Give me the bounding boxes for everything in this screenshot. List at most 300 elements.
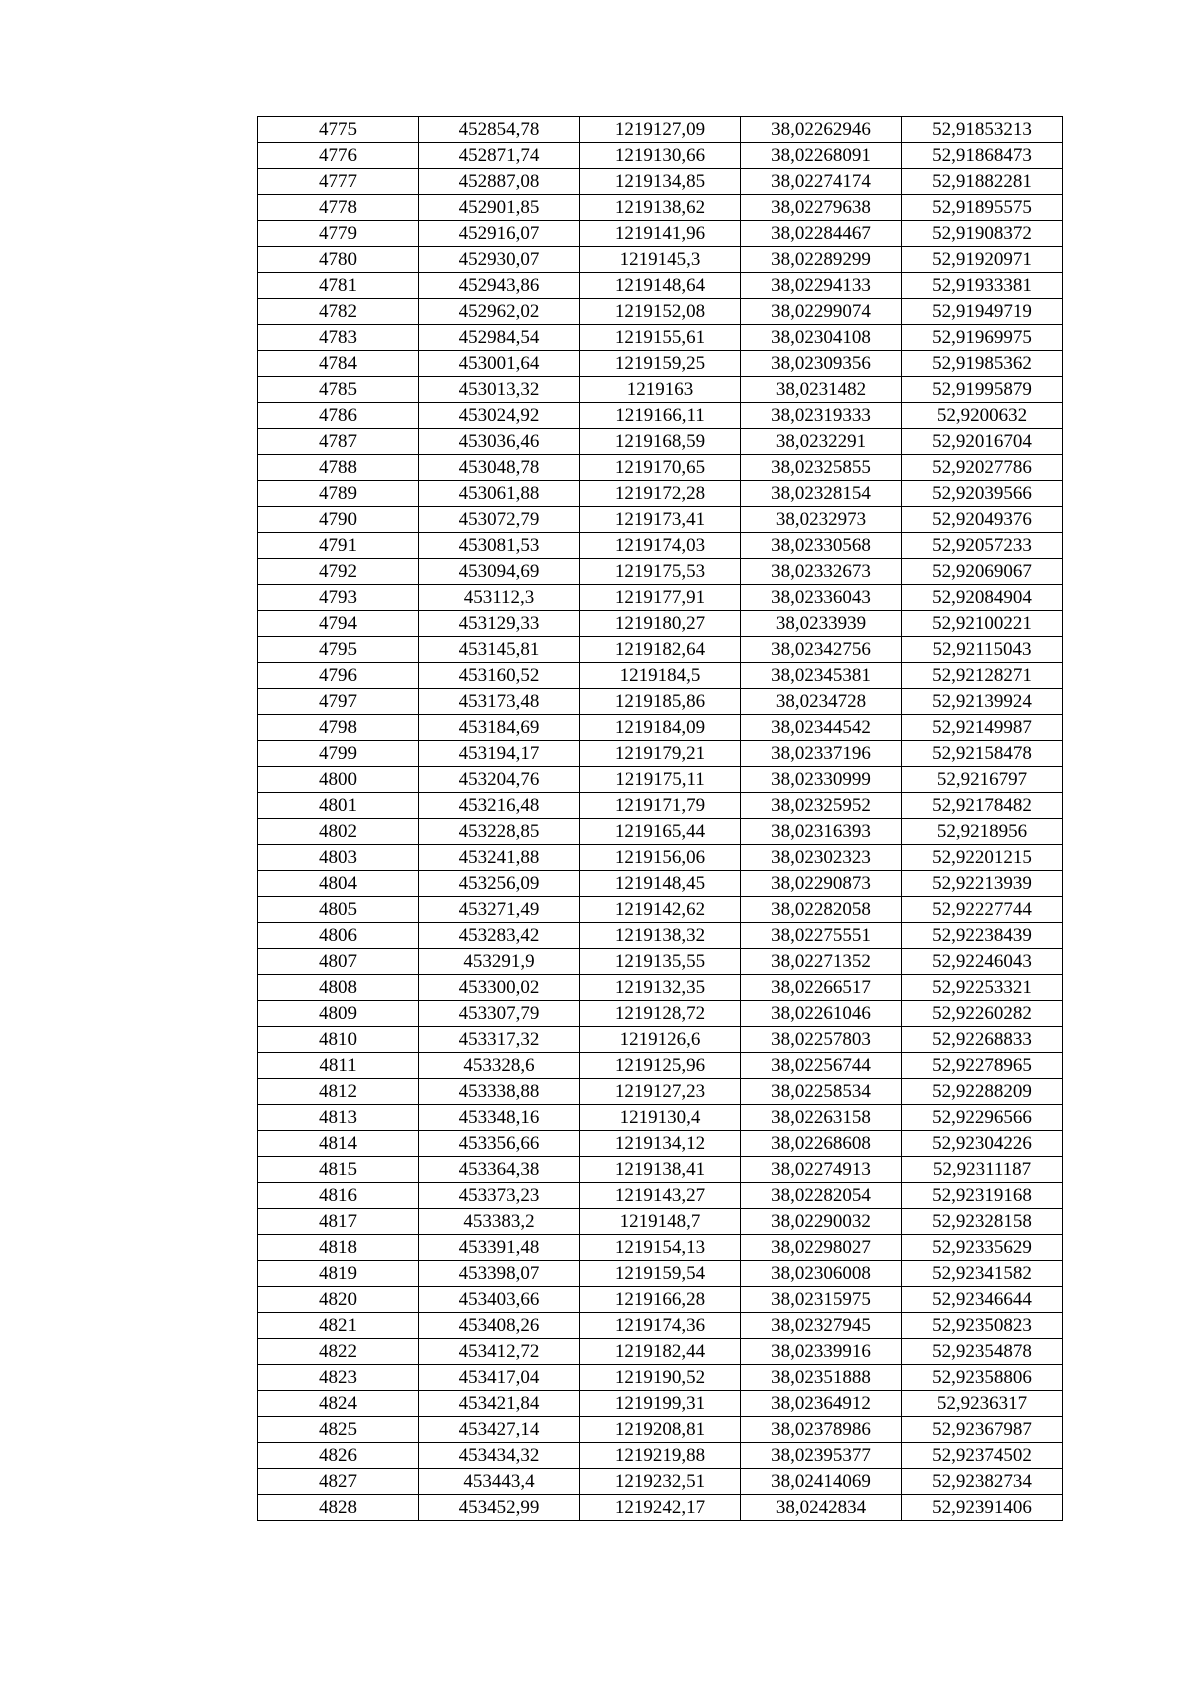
latitude-cell: 52,92253321 <box>902 975 1063 1001</box>
table-row <box>258 221 1063 247</box>
x-coordinate-cell: 453072,79 <box>419 507 580 533</box>
x-coordinate-cell: 453391,48 <box>419 1235 580 1261</box>
table-row <box>258 559 1063 585</box>
y-coordinate-cell: 1219190,52 <box>580 1365 741 1391</box>
table-row <box>258 637 1063 663</box>
latitude-cell: 52,91853213 <box>902 117 1063 143</box>
x-coordinate-cell: 453112,3 <box>419 585 580 611</box>
y-coordinate-cell: 1219132,35 <box>580 975 741 1001</box>
table-row <box>258 1001 1063 1027</box>
latitude-cell: 52,91969975 <box>902 325 1063 351</box>
x-coordinate-cell: 453443,4 <box>419 1469 580 1495</box>
latitude-cell: 52,91995879 <box>902 377 1063 403</box>
point-number-cell: 4812 <box>258 1079 419 1105</box>
latitude-cell: 52,92367987 <box>902 1417 1063 1443</box>
point-number-cell: 4819 <box>258 1261 419 1287</box>
longitude-cell: 38,02336043 <box>741 585 902 611</box>
longitude-cell: 38,02298027 <box>741 1235 902 1261</box>
x-coordinate-cell: 453291,9 <box>419 949 580 975</box>
table-row <box>258 897 1063 923</box>
longitude-cell: 38,02302323 <box>741 845 902 871</box>
longitude-cell: 38,02274174 <box>741 169 902 195</box>
point-number-cell: 4797 <box>258 689 419 715</box>
latitude-cell: 52,91882281 <box>902 169 1063 195</box>
y-coordinate-cell: 1219199,31 <box>580 1391 741 1417</box>
table-row <box>258 1469 1063 1495</box>
x-coordinate-cell: 452916,07 <box>419 221 580 247</box>
y-coordinate-cell: 1219165,44 <box>580 819 741 845</box>
x-coordinate-cell: 453452,99 <box>419 1495 580 1521</box>
y-coordinate-cell: 1219166,28 <box>580 1287 741 1313</box>
x-coordinate-cell: 453145,81 <box>419 637 580 663</box>
point-number-cell: 4824 <box>258 1391 419 1417</box>
y-coordinate-cell: 1219128,72 <box>580 1001 741 1027</box>
point-number-cell: 4775 <box>258 117 419 143</box>
longitude-cell: 38,02275551 <box>741 923 902 949</box>
latitude-cell: 52,92227744 <box>902 897 1063 923</box>
x-coordinate-cell: 453283,42 <box>419 923 580 949</box>
table-row <box>258 1209 1063 1235</box>
point-number-cell: 4785 <box>258 377 419 403</box>
latitude-cell: 52,92328158 <box>902 1209 1063 1235</box>
point-number-cell: 4795 <box>258 637 419 663</box>
latitude-cell: 52,92346644 <box>902 1287 1063 1313</box>
y-coordinate-cell: 1219155,61 <box>580 325 741 351</box>
x-coordinate-cell: 453173,48 <box>419 689 580 715</box>
y-coordinate-cell: 1219182,44 <box>580 1339 741 1365</box>
longitude-cell: 38,02289299 <box>741 247 902 273</box>
longitude-cell: 38,02294133 <box>741 273 902 299</box>
y-coordinate-cell: 1219148,64 <box>580 273 741 299</box>
longitude-cell: 38,02351888 <box>741 1365 902 1391</box>
latitude-cell: 52,9218956 <box>902 819 1063 845</box>
latitude-cell: 52,92178482 <box>902 793 1063 819</box>
longitude-cell: 38,02282058 <box>741 897 902 923</box>
x-coordinate-cell: 453194,17 <box>419 741 580 767</box>
point-number-cell: 4800 <box>258 767 419 793</box>
point-number-cell: 4818 <box>258 1235 419 1261</box>
latitude-cell: 52,92084904 <box>902 585 1063 611</box>
table-row <box>258 819 1063 845</box>
longitude-cell: 38,02279638 <box>741 195 902 221</box>
longitude-cell: 38,02290873 <box>741 871 902 897</box>
longitude-cell: 38,02325952 <box>741 793 902 819</box>
point-number-cell: 4781 <box>258 273 419 299</box>
table-row <box>258 429 1063 455</box>
x-coordinate-cell: 453398,07 <box>419 1261 580 1287</box>
longitude-cell: 38,02327945 <box>741 1313 902 1339</box>
y-coordinate-cell: 1219175,11 <box>580 767 741 793</box>
point-number-cell: 4807 <box>258 949 419 975</box>
x-coordinate-cell: 453348,16 <box>419 1105 580 1131</box>
table-row <box>258 403 1063 429</box>
point-number-cell: 4792 <box>258 559 419 585</box>
longitude-cell: 38,0233939 <box>741 611 902 637</box>
latitude-cell: 52,92149987 <box>902 715 1063 741</box>
y-coordinate-cell: 1219127,23 <box>580 1079 741 1105</box>
table-row <box>258 377 1063 403</box>
latitude-cell: 52,92350823 <box>902 1313 1063 1339</box>
point-number-cell: 4776 <box>258 143 419 169</box>
x-coordinate-cell: 453356,66 <box>419 1131 580 1157</box>
table-row <box>258 1339 1063 1365</box>
table-row <box>258 793 1063 819</box>
y-coordinate-cell: 1219174,36 <box>580 1313 741 1339</box>
table-row <box>258 689 1063 715</box>
point-number-cell: 4780 <box>258 247 419 273</box>
point-number-cell: 4801 <box>258 793 419 819</box>
latitude-cell: 52,91895575 <box>902 195 1063 221</box>
table-row <box>258 741 1063 767</box>
coordinates-table-body <box>258 117 1063 1521</box>
y-coordinate-cell: 1219180,27 <box>580 611 741 637</box>
table-row <box>258 1443 1063 1469</box>
latitude-cell: 52,92057233 <box>902 533 1063 559</box>
longitude-cell: 38,02262946 <box>741 117 902 143</box>
table-row <box>258 351 1063 377</box>
latitude-cell: 52,92246043 <box>902 949 1063 975</box>
x-coordinate-cell: 452901,85 <box>419 195 580 221</box>
y-coordinate-cell: 1219163 <box>580 377 741 403</box>
y-coordinate-cell: 1219185,86 <box>580 689 741 715</box>
point-number-cell: 4827 <box>258 1469 419 1495</box>
y-coordinate-cell: 1219208,81 <box>580 1417 741 1443</box>
longitude-cell: 38,02306008 <box>741 1261 902 1287</box>
latitude-cell: 52,92335629 <box>902 1235 1063 1261</box>
longitude-cell: 38,02304108 <box>741 325 902 351</box>
table-row <box>258 195 1063 221</box>
point-number-cell: 4822 <box>258 1339 419 1365</box>
y-coordinate-cell: 1219152,08 <box>580 299 741 325</box>
x-coordinate-cell: 453317,32 <box>419 1027 580 1053</box>
y-coordinate-cell: 1219184,5 <box>580 663 741 689</box>
x-coordinate-cell: 453434,32 <box>419 1443 580 1469</box>
y-coordinate-cell: 1219166,11 <box>580 403 741 429</box>
point-number-cell: 4793 <box>258 585 419 611</box>
x-coordinate-cell: 453024,92 <box>419 403 580 429</box>
x-coordinate-cell: 453421,84 <box>419 1391 580 1417</box>
longitude-cell: 38,02330999 <box>741 767 902 793</box>
x-coordinate-cell: 453338,88 <box>419 1079 580 1105</box>
table-row <box>258 533 1063 559</box>
y-coordinate-cell: 1219125,96 <box>580 1053 741 1079</box>
point-number-cell: 4820 <box>258 1287 419 1313</box>
x-coordinate-cell: 452871,74 <box>419 143 580 169</box>
y-coordinate-cell: 1219138,41 <box>580 1157 741 1183</box>
x-coordinate-cell: 452962,02 <box>419 299 580 325</box>
point-number-cell: 4828 <box>258 1495 419 1521</box>
y-coordinate-cell: 1219168,59 <box>580 429 741 455</box>
y-coordinate-cell: 1219134,12 <box>580 1131 741 1157</box>
table-row <box>258 299 1063 325</box>
latitude-cell: 52,92382734 <box>902 1469 1063 1495</box>
table-row <box>258 975 1063 1001</box>
table-row <box>258 1131 1063 1157</box>
point-number-cell: 4787 <box>258 429 419 455</box>
point-number-cell: 4814 <box>258 1131 419 1157</box>
latitude-cell: 52,92304226 <box>902 1131 1063 1157</box>
y-coordinate-cell: 1219172,28 <box>580 481 741 507</box>
y-coordinate-cell: 1219148,45 <box>580 871 741 897</box>
latitude-cell: 52,92341582 <box>902 1261 1063 1287</box>
longitude-cell: 38,02345381 <box>741 663 902 689</box>
latitude-cell: 52,92139924 <box>902 689 1063 715</box>
point-number-cell: 4817 <box>258 1209 419 1235</box>
y-coordinate-cell: 1219159,25 <box>580 351 741 377</box>
x-coordinate-cell: 453081,53 <box>419 533 580 559</box>
y-coordinate-cell: 1219134,85 <box>580 169 741 195</box>
point-number-cell: 4794 <box>258 611 419 637</box>
point-number-cell: 4802 <box>258 819 419 845</box>
latitude-cell: 52,92296566 <box>902 1105 1063 1131</box>
latitude-cell: 52,92027786 <box>902 455 1063 481</box>
longitude-cell: 38,02256744 <box>741 1053 902 1079</box>
y-coordinate-cell: 1219148,7 <box>580 1209 741 1235</box>
table-row <box>258 1287 1063 1313</box>
longitude-cell: 38,0232291 <box>741 429 902 455</box>
point-number-cell: 4815 <box>258 1157 419 1183</box>
x-coordinate-cell: 453364,38 <box>419 1157 580 1183</box>
longitude-cell: 38,02268608 <box>741 1131 902 1157</box>
point-number-cell: 4790 <box>258 507 419 533</box>
y-coordinate-cell: 1219143,27 <box>580 1183 741 1209</box>
x-coordinate-cell: 452984,54 <box>419 325 580 351</box>
table-row <box>258 455 1063 481</box>
latitude-cell: 52,92374502 <box>902 1443 1063 1469</box>
table-row <box>258 117 1063 143</box>
longitude-cell: 38,02395377 <box>741 1443 902 1469</box>
latitude-cell: 52,92358806 <box>902 1365 1063 1391</box>
x-coordinate-cell: 453373,23 <box>419 1183 580 1209</box>
x-coordinate-cell: 453307,79 <box>419 1001 580 1027</box>
point-number-cell: 4813 <box>258 1105 419 1131</box>
y-coordinate-cell: 1219170,65 <box>580 455 741 481</box>
latitude-cell: 52,9216797 <box>902 767 1063 793</box>
x-coordinate-cell: 453271,49 <box>419 897 580 923</box>
y-coordinate-cell: 1219142,62 <box>580 897 741 923</box>
longitude-cell: 38,02309356 <box>741 351 902 377</box>
point-number-cell: 4784 <box>258 351 419 377</box>
point-number-cell: 4799 <box>258 741 419 767</box>
point-number-cell: 4778 <box>258 195 419 221</box>
table-row <box>258 1053 1063 1079</box>
x-coordinate-cell: 453300,02 <box>419 975 580 1001</box>
y-coordinate-cell: 1219171,79 <box>580 793 741 819</box>
point-number-cell: 4826 <box>258 1443 419 1469</box>
longitude-cell: 38,02290032 <box>741 1209 902 1235</box>
longitude-cell: 38,02316393 <box>741 819 902 845</box>
table-row <box>258 247 1063 273</box>
latitude-cell: 52,92128271 <box>902 663 1063 689</box>
table-row <box>258 325 1063 351</box>
coordinates-table <box>257 116 1063 1521</box>
point-number-cell: 4810 <box>258 1027 419 1053</box>
x-coordinate-cell: 453160,52 <box>419 663 580 689</box>
latitude-cell: 52,92311187 <box>902 1157 1063 1183</box>
y-coordinate-cell: 1219154,13 <box>580 1235 741 1261</box>
longitude-cell: 38,02266517 <box>741 975 902 1001</box>
y-coordinate-cell: 1219242,17 <box>580 1495 741 1521</box>
point-number-cell: 4798 <box>258 715 419 741</box>
x-coordinate-cell: 453184,69 <box>419 715 580 741</box>
table-row <box>258 949 1063 975</box>
longitude-cell: 38,02274913 <box>741 1157 902 1183</box>
point-number-cell: 4821 <box>258 1313 419 1339</box>
table-row <box>258 1157 1063 1183</box>
latitude-cell: 52,91920971 <box>902 247 1063 273</box>
latitude-cell: 52,92288209 <box>902 1079 1063 1105</box>
x-coordinate-cell: 453412,72 <box>419 1339 580 1365</box>
point-number-cell: 4816 <box>258 1183 419 1209</box>
longitude-cell: 38,02378986 <box>741 1417 902 1443</box>
longitude-cell: 38,02330568 <box>741 533 902 559</box>
latitude-cell: 52,91949719 <box>902 299 1063 325</box>
x-coordinate-cell: 453408,26 <box>419 1313 580 1339</box>
table-row <box>258 585 1063 611</box>
y-coordinate-cell: 1219141,96 <box>580 221 741 247</box>
table-row <box>258 923 1063 949</box>
x-coordinate-cell: 452930,07 <box>419 247 580 273</box>
latitude-cell: 52,92201215 <box>902 845 1063 871</box>
x-coordinate-cell: 453094,69 <box>419 559 580 585</box>
table-row <box>258 273 1063 299</box>
y-coordinate-cell: 1219130,66 <box>580 143 741 169</box>
x-coordinate-cell: 452943,86 <box>419 273 580 299</box>
point-number-cell: 4823 <box>258 1365 419 1391</box>
longitude-cell: 38,02325855 <box>741 455 902 481</box>
table-row <box>258 1261 1063 1287</box>
x-coordinate-cell: 453204,76 <box>419 767 580 793</box>
latitude-cell: 52,92268833 <box>902 1027 1063 1053</box>
point-number-cell: 4805 <box>258 897 419 923</box>
table-row <box>258 143 1063 169</box>
table-row <box>258 1365 1063 1391</box>
point-number-cell: 4777 <box>258 169 419 195</box>
table-row <box>258 1079 1063 1105</box>
longitude-cell: 38,02328154 <box>741 481 902 507</box>
latitude-cell: 52,92319168 <box>902 1183 1063 1209</box>
point-number-cell: 4782 <box>258 299 419 325</box>
table-row <box>258 507 1063 533</box>
latitude-cell: 52,92158478 <box>902 741 1063 767</box>
y-coordinate-cell: 1219184,09 <box>580 715 741 741</box>
x-coordinate-cell: 453383,2 <box>419 1209 580 1235</box>
longitude-cell: 38,02263158 <box>741 1105 902 1131</box>
y-coordinate-cell: 1219145,3 <box>580 247 741 273</box>
point-number-cell: 4791 <box>258 533 419 559</box>
longitude-cell: 38,02268091 <box>741 143 902 169</box>
longitude-cell: 38,02364912 <box>741 1391 902 1417</box>
latitude-cell: 52,92016704 <box>902 429 1063 455</box>
latitude-cell: 52,92354878 <box>902 1339 1063 1365</box>
point-number-cell: 4804 <box>258 871 419 897</box>
y-coordinate-cell: 1219177,91 <box>580 585 741 611</box>
longitude-cell: 38,02261046 <box>741 1001 902 1027</box>
latitude-cell: 52,92260282 <box>902 1001 1063 1027</box>
table-row <box>258 169 1063 195</box>
longitude-cell: 38,0242834 <box>741 1495 902 1521</box>
table-row <box>258 1235 1063 1261</box>
table-row <box>258 663 1063 689</box>
point-number-cell: 4786 <box>258 403 419 429</box>
longitude-cell: 38,02257803 <box>741 1027 902 1053</box>
point-number-cell: 4825 <box>258 1417 419 1443</box>
longitude-cell: 38,02332673 <box>741 559 902 585</box>
longitude-cell: 38,02282054 <box>741 1183 902 1209</box>
latitude-cell: 52,91868473 <box>902 143 1063 169</box>
table-row <box>258 1313 1063 1339</box>
y-coordinate-cell: 1219232,51 <box>580 1469 741 1495</box>
table-row <box>258 1417 1063 1443</box>
x-coordinate-cell: 453048,78 <box>419 455 580 481</box>
longitude-cell: 38,02414069 <box>741 1469 902 1495</box>
y-coordinate-cell: 1219138,62 <box>580 195 741 221</box>
latitude-cell: 52,92278965 <box>902 1053 1063 1079</box>
longitude-cell: 38,02319333 <box>741 403 902 429</box>
point-number-cell: 4789 <box>258 481 419 507</box>
longitude-cell: 38,02339916 <box>741 1339 902 1365</box>
y-coordinate-cell: 1219173,41 <box>580 507 741 533</box>
y-coordinate-cell: 1219182,64 <box>580 637 741 663</box>
x-coordinate-cell: 452887,08 <box>419 169 580 195</box>
x-coordinate-cell: 453417,04 <box>419 1365 580 1391</box>
x-coordinate-cell: 453216,48 <box>419 793 580 819</box>
table-row <box>258 1183 1063 1209</box>
table-row <box>258 611 1063 637</box>
table-row <box>258 1391 1063 1417</box>
point-number-cell: 4811 <box>258 1053 419 1079</box>
y-coordinate-cell: 1219219,88 <box>580 1443 741 1469</box>
latitude-cell: 52,92100221 <box>902 611 1063 637</box>
table-row <box>258 715 1063 741</box>
x-coordinate-cell: 453228,85 <box>419 819 580 845</box>
latitude-cell: 52,92069067 <box>902 559 1063 585</box>
table-row <box>258 767 1063 793</box>
longitude-cell: 38,02258534 <box>741 1079 902 1105</box>
table-row <box>258 845 1063 871</box>
x-coordinate-cell: 453129,33 <box>419 611 580 637</box>
point-number-cell: 4783 <box>258 325 419 351</box>
point-number-cell: 4796 <box>258 663 419 689</box>
longitude-cell: 38,02271352 <box>741 949 902 975</box>
y-coordinate-cell: 1219135,55 <box>580 949 741 975</box>
longitude-cell: 38,02315975 <box>741 1287 902 1313</box>
table-row <box>258 481 1063 507</box>
latitude-cell: 52,92115043 <box>902 637 1063 663</box>
latitude-cell: 52,91908372 <box>902 221 1063 247</box>
longitude-cell: 38,02299074 <box>741 299 902 325</box>
point-number-cell: 4806 <box>258 923 419 949</box>
latitude-cell: 52,92039566 <box>902 481 1063 507</box>
x-coordinate-cell: 453013,32 <box>419 377 580 403</box>
point-number-cell: 4788 <box>258 455 419 481</box>
y-coordinate-cell: 1219138,32 <box>580 923 741 949</box>
table-row <box>258 1027 1063 1053</box>
latitude-cell: 52,92238439 <box>902 923 1063 949</box>
point-number-cell: 4803 <box>258 845 419 871</box>
longitude-cell: 38,0232973 <box>741 507 902 533</box>
x-coordinate-cell: 453036,46 <box>419 429 580 455</box>
y-coordinate-cell: 1219127,09 <box>580 117 741 143</box>
x-coordinate-cell: 453001,64 <box>419 351 580 377</box>
longitude-cell: 38,02337196 <box>741 741 902 767</box>
y-coordinate-cell: 1219179,21 <box>580 741 741 767</box>
table-row <box>258 871 1063 897</box>
longitude-cell: 38,0231482 <box>741 377 902 403</box>
longitude-cell: 38,02344542 <box>741 715 902 741</box>
x-coordinate-cell: 453061,88 <box>419 481 580 507</box>
latitude-cell: 52,91933381 <box>902 273 1063 299</box>
